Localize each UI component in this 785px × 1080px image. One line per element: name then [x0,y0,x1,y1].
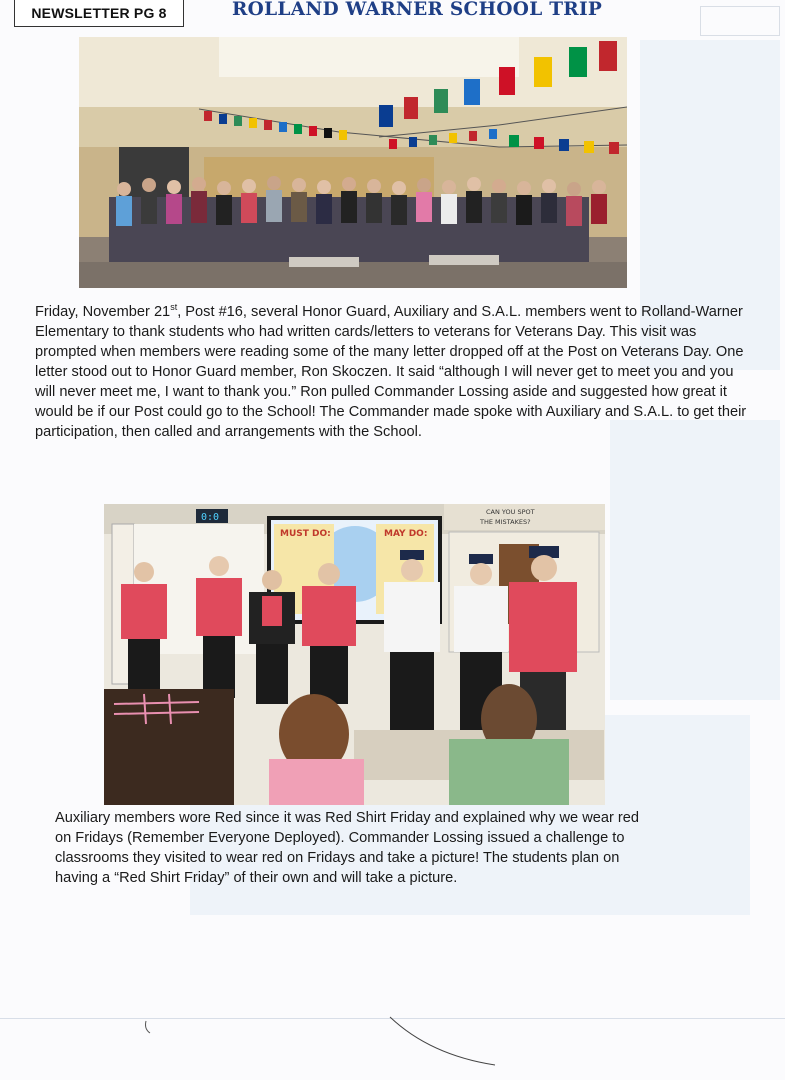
screen-must-do: MUST DO: [280,529,331,539]
bottom-photo-illustration [104,504,605,805]
scan-mark [140,1015,500,1070]
clock-readout: 0:0 [201,512,220,523]
article-paragraph-1 [35,302,755,442]
paragraph-1-opening: Friday, November 21 [35,304,171,320]
bleed-through-header [700,6,780,36]
article-paragraph-2: Auxiliary members wore Red since it was Red Shirt Friday and explained why we wear red on Fridays (Remember Everyone Deployed). Commander Lossing issued a challenge to classrooms they visited to wear red on Fridays and take a picture! The students plan on having a “Red Shirt Friday” of their own and will take a picture. [55,810,639,886]
bottom-classroom-photo [104,504,605,805]
page-label: NEWSLETTER PG 8 [14,0,184,27]
board-text-line-2: THE MISTAKES? [480,518,531,526]
date-ordinal-suffix: st [170,302,178,313]
top-group-photo [79,37,627,288]
bleed-through-panel [610,420,780,700]
page-title: ROLLAND WARNER SCHOOL TRIP [232,0,603,20]
screen-may-do: MAY DO: [384,529,428,539]
board-text-line-1: CAN YOU SPOT [486,508,535,516]
paragraph-1-body: , Post #16, several Honor Guard, Auxiliary and S.A.L. members went to Rolland-Warner Elementary to thank students who had written cards/letters to veterans for Veterans Day. This visit was prompted when members were reading some of the many letter dropped off at the Post on Veterans Day. One letter stood out to Honor Guard member, Ron Skoczen. It said “although I will never get to meet you and you will never meet me, I want to thank you.” Ron pulled Commander Lossing aside and suggested how great it would be if our Post could go to the School! The Commander made spoke with Auxiliary and S.A.L. to get their participation, then called and arrangements with the School. [35,304,747,440]
top-photo-illustration [79,37,627,288]
